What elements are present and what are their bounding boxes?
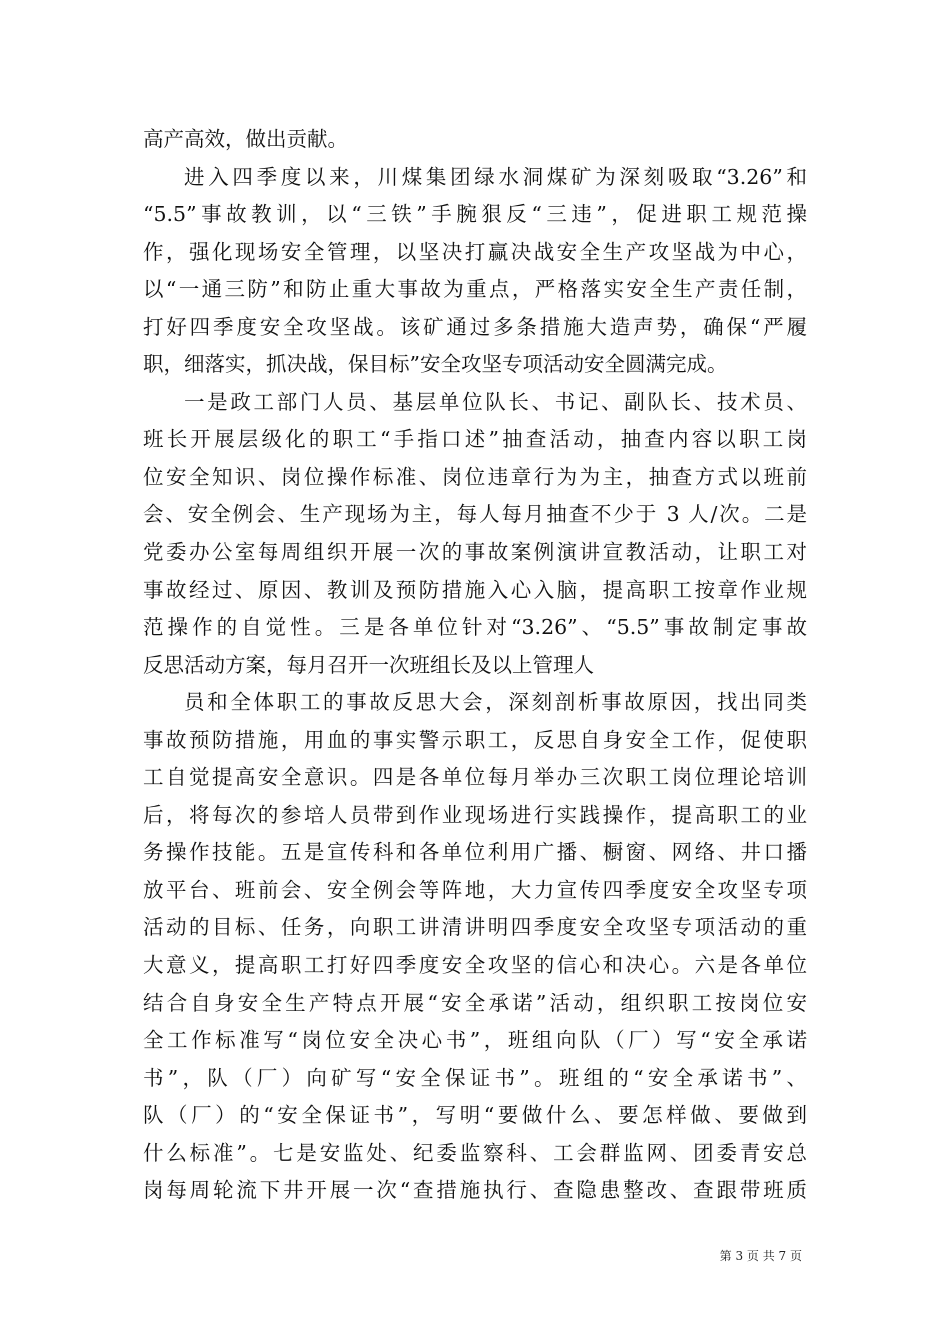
text-line: 放平台、班前会、安全例会等阵地，大力宣传四季度安全攻坚专项: [143, 877, 807, 902]
text-line: 结合自身安全生产特点开展“安全承诺”活动，组织职工按岗位安: [143, 990, 807, 1015]
text-line: 活动的目标、任务，向职工讲清讲明四季度安全攻坚专项活动的重: [143, 915, 807, 940]
text-line: 一是政工部门人员、基层单位队长、书记、副队长、技术员、: [184, 389, 807, 414]
text-line: 务操作技能。五是宣传科和各单位利用广播、橱窗、网络、井口播: [143, 840, 807, 865]
body-text: [143, 121, 807, 1210]
text-line: 员和全体职工的事故反思大会，深刻剖析事故原因，找出同类: [184, 690, 807, 715]
text-line: 以“一通三防”和防止重大事故为重点，严格落实安全生产责任制，: [143, 277, 807, 302]
text-line: 作，强化现场安全管理，以坚决打赢决战安全生产攻坚战为中心，: [143, 239, 807, 264]
text-line: 进入四季度以来，川煤集团绿水洞煤矿为深刻吸取“3.26”和: [184, 164, 807, 189]
text-line: 范操作的自觉性。三是各单位针对“3.26”、“5.5”事故制定事故: [143, 615, 807, 640]
text-line: 全工作标准写“岗位安全决心书”，班组向队（厂）写“安全承诺: [143, 1028, 807, 1053]
text-line: 会、安全例会、生产现场为主，每人每月抽查不少于 3 人/次。二是: [143, 502, 807, 527]
text-line: 什么标准”。七是安监处、纪委监察科、工会群监网、团委青安总: [143, 1140, 807, 1165]
text-line: 大意义，提高职工打好四季度安全攻坚的信心和决心。六是各单位: [143, 953, 807, 978]
text-line: 事故预防措施，用血的事实警示职工，反思自身安全工作，促使职: [143, 727, 807, 752]
text-line: 党委办公室每周组织开展一次的事故案例演讲宣教活动，让职工对: [143, 540, 807, 565]
text-line: 后，将每次的参培人员带到作业现场进行实践操作，提高职工的业: [143, 802, 807, 827]
text-line: 书”，队（厂）向矿写“安全保证书”。班组的“安全承诺书”、: [143, 1065, 807, 1090]
text-line: 反思活动方案，每月召开一次班组长及以上管理人: [143, 652, 594, 677]
text-line: 队（厂）的“安全保证书”，写明“要做什么、要怎样做、要做到: [143, 1103, 807, 1128]
text-line: 打好四季度安全攻坚战。该矿通过多条措施大造声势，确保“严履: [143, 314, 807, 339]
text-line: 位安全知识、岗位操作标准、岗位违章行为为主，抽查方式以班前: [143, 464, 807, 489]
text-line: 工自觉提高安全意识。四是各单位每月举办三次职工岗位理论培训: [143, 765, 807, 790]
text-line: 岗每周轮流下井开展一次“查措施执行、查隐患整改、查跟带班质: [143, 1178, 807, 1203]
text-line: 职，细落实，抓决战，保目标”安全攻坚专项活动安全圆满完成。: [143, 352, 728, 377]
text-line: “5.5”事故教训，以“三铁”手腕狠反“三违”，促进职工规范操: [143, 202, 807, 227]
text-line: 事故经过、原因、教训及预防措施入心入脑，提高职工按章作业规: [143, 577, 807, 602]
page-number: 第 3 页 共 7 页: [719, 1249, 802, 1263]
text-line: 班长开展层级化的职工“手指口述”抽查活动，抽查内容以职工岗: [143, 427, 807, 452]
text-line: 高产高效，做出贡献。: [143, 127, 348, 151]
